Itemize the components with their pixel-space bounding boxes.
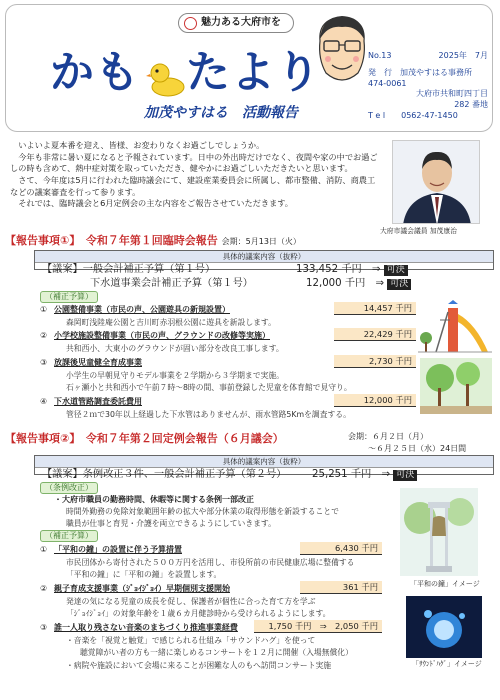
item-title: 誰一人取り残さない音楽のまちづくり推進事業経費 bbox=[54, 623, 238, 632]
report1-agenda2-amount bbox=[300, 276, 417, 293]
budget-item bbox=[40, 305, 230, 315]
issue-date: 2025年 7月 bbox=[438, 51, 488, 60]
budget-item bbox=[40, 545, 182, 555]
report1-date: 会期：5月13日（火） bbox=[221, 237, 301, 246]
agenda-amount: 12,000 千円 ⇒ bbox=[306, 278, 384, 289]
intro-paragraph: それでは、臨時議会と6月定例会の主な内容をご報告させていただきます。 bbox=[18, 198, 293, 209]
issue-number: No.13 bbox=[368, 51, 392, 60]
title-char: も bbox=[95, 47, 140, 98]
category-tag: （補正予算） bbox=[40, 291, 98, 303]
ordinance-desc: 時間外勤務の免除対象範囲年齢の拡大や部分休業の取得形態を新設することで bbox=[66, 507, 339, 516]
ordinance-desc: 職員が仕事と育児・介護を両立できるようにしていきます。 bbox=[66, 519, 276, 528]
item-title: 下水道管路調査委託費用 bbox=[54, 397, 142, 406]
report1-title: 【報告事項①】 令和７年第１回臨時会報告 bbox=[5, 234, 218, 247]
sound-hug-image bbox=[406, 596, 482, 658]
agenda-label: 【議案】条例改正３件、一般会計補正予算（第２号） bbox=[42, 469, 287, 480]
item-desc: 小学生の早朝見守りモデル事業を２学期から３学期まで実施。 bbox=[66, 371, 284, 380]
item-amount: 6,430 千円 bbox=[300, 542, 382, 555]
item-desc: 発達の気になる児童の成長を促し、保護者が個性に合った育て方を学ぶ bbox=[66, 597, 316, 606]
intro-paragraph: いよいよ夏本番を迎え、皆様、お変わりなくお過ごしでしょうか。 bbox=[18, 140, 265, 150]
school-field-image bbox=[420, 358, 492, 414]
item-number: ② bbox=[40, 584, 48, 593]
item-title: 親子育成支援事業（ｼﾞｮｲｼﾞｮｲ）早期個別支援開始 bbox=[54, 584, 230, 593]
item-amount: 12,000 千円 bbox=[334, 394, 416, 407]
item-title: 「平和の鐘」の設置に伴う予算措置 bbox=[54, 545, 182, 554]
intro-paragraph: さて、今年度は5月に行われた臨時議会にて、建設産業委員会に所属し、都市整備、消防、商農工などの議案審査を行って参ります。 bbox=[10, 174, 376, 197]
agenda-label: 下水道事業会計補正予算（第１号） bbox=[90, 278, 253, 289]
item-number: ③ bbox=[40, 623, 48, 632]
item-amount: 1,750 千円 ⇒ 2,050 千円 bbox=[254, 620, 382, 633]
newsletter-subtitle: 加茂やすはる 活動報告 bbox=[144, 105, 298, 121]
intro-paragraph: 今年も非常に暑い夏になると予報されています。日中の外出時だけでなく、夜間や家の中でお過ごしの時も含めて、熱中症対策を取っていただき、健やかにお過ごしいただきたいと思います。 bbox=[10, 151, 378, 174]
budget-item bbox=[40, 623, 238, 633]
playground-slide-image bbox=[418, 300, 492, 358]
agenda-amount: 133,452 千円 ⇒ bbox=[296, 264, 381, 275]
title-char: か bbox=[50, 47, 95, 98]
ordinance-title: ・大府市職員の勤務時間、休暇等に関する条例一部改正 bbox=[54, 495, 254, 504]
title-char: よ bbox=[231, 47, 276, 98]
item-number: ④ bbox=[40, 397, 48, 406]
telephone: T e l 0562-47-1450 bbox=[368, 110, 458, 120]
budget-item bbox=[40, 331, 270, 341]
item-title: 公園整備事業（市民の声、公園遊具の新規設置） bbox=[54, 305, 230, 314]
budget-item bbox=[40, 584, 230, 594]
item-desc: 「ｼﾞｮｲｼﾞｮｲ」の対象年齢を１歳６カ月健診時から受けられるようにします。 bbox=[66, 609, 331, 618]
item-amount: 14,457 千円 bbox=[334, 302, 416, 315]
item-desc: 「平和の鐘」に「平和の鐘」を設置します。 bbox=[66, 570, 222, 579]
report1-agenda2 bbox=[84, 276, 259, 293]
item-number: ① bbox=[40, 545, 48, 554]
photo-caption: 大府市議会議員 加茂康治 bbox=[380, 227, 457, 235]
tagline bbox=[178, 13, 294, 33]
report2-title: 【報告事項②】 令和７年第２回定例会報告（６月議会） bbox=[5, 432, 284, 445]
box-title: 具体的議案内容（抜粋） bbox=[35, 251, 493, 263]
budget-item bbox=[40, 358, 142, 368]
item-desc: 共和西小、大東小のグラウンドが固い部分を改良工事します。 bbox=[66, 344, 284, 353]
report2-date2: ～６月２５日（水）24日間 bbox=[368, 444, 467, 453]
report2-date1: 会期：６月２日（月） bbox=[348, 432, 428, 441]
item-desc: 聴覚障がい者の方も一緒に楽しめるコンサートを１２月に開催（入場無償化） bbox=[80, 648, 353, 657]
report1-heading bbox=[5, 234, 495, 248]
category-tag: （条例改正） bbox=[40, 482, 98, 494]
budget-item bbox=[40, 397, 142, 407]
masthead bbox=[5, 4, 493, 132]
item-desc: 管径２ｍで30年以上経過した下水管はありませんが、雨水管路5Kmを調査する。 bbox=[66, 410, 351, 419]
title-char: り bbox=[276, 47, 321, 98]
issue-info bbox=[368, 51, 488, 122]
report2-agenda-amount bbox=[306, 467, 423, 484]
item-desc: 市民団体から寄付された５００万円を活用し、市役所前の市民健康広場に整備する bbox=[66, 558, 355, 567]
agenda-amount: 25,251 千円 ⇒ bbox=[312, 469, 390, 480]
box-title: 具体的議案内容（抜粋） bbox=[35, 456, 493, 468]
title-char: た bbox=[186, 47, 231, 98]
item-amount: 2,730 千円 bbox=[334, 355, 416, 368]
postal-code: 474-0061 bbox=[368, 78, 407, 88]
item-desc: 石ヶ瀬小と共和西小で午前７時～8時の間、事前登録した児童を体育館で見守り。 bbox=[66, 383, 352, 392]
item-number: ③ bbox=[40, 358, 48, 367]
category-tag: （補正予算） bbox=[40, 530, 98, 542]
councillor-photo bbox=[392, 140, 480, 224]
item-title: 放課後児童健全育成事業 bbox=[54, 358, 142, 367]
result-badge: 可決 bbox=[393, 470, 417, 481]
item-amount: 22,429 千円 bbox=[334, 328, 416, 341]
tagline-text: 魅力ある大府市を bbox=[201, 17, 281, 28]
publisher: 発 行 加茂やすはる事務所 bbox=[368, 67, 472, 77]
item-desc: ・音楽を「視覚と触覚」で感じられる仕組み「サウンドハグ」を使って bbox=[66, 636, 316, 645]
item-amount: 361 千円 bbox=[300, 581, 382, 594]
intro-text bbox=[10, 140, 380, 210]
soundhug-caption: 「ｻｳﾝﾄﾞﾊｸﾞ」イメージ bbox=[412, 660, 482, 668]
peace-bell-image bbox=[400, 488, 478, 576]
bell-caption: 「平和の鐘」イメージ bbox=[410, 580, 480, 588]
address-line1: 大府市共和町四丁目 bbox=[416, 89, 488, 99]
item-desc: ・病院や施設において会場に来ることが困難な人のもへ訪問コンサート実施 bbox=[66, 661, 332, 670]
item-number: ① bbox=[40, 305, 48, 314]
address-line2: 282 番地 bbox=[454, 100, 488, 110]
result-badge: 可決 bbox=[387, 279, 411, 290]
agenda-label: 【議案】一般会計補正予算（第１号） bbox=[42, 264, 216, 275]
duck-icon bbox=[146, 59, 188, 99]
item-desc: 森岡町浅陸庵公園と吉川町赤羽根公園に遊具を新設します。 bbox=[66, 318, 276, 327]
item-number: ② bbox=[40, 331, 48, 340]
item-title: 小学校施設整備事業（市民の声、グラウンドの改修等実施） bbox=[54, 331, 270, 340]
baseball-icon bbox=[184, 17, 197, 30]
result-badge: 可決 bbox=[384, 265, 408, 276]
